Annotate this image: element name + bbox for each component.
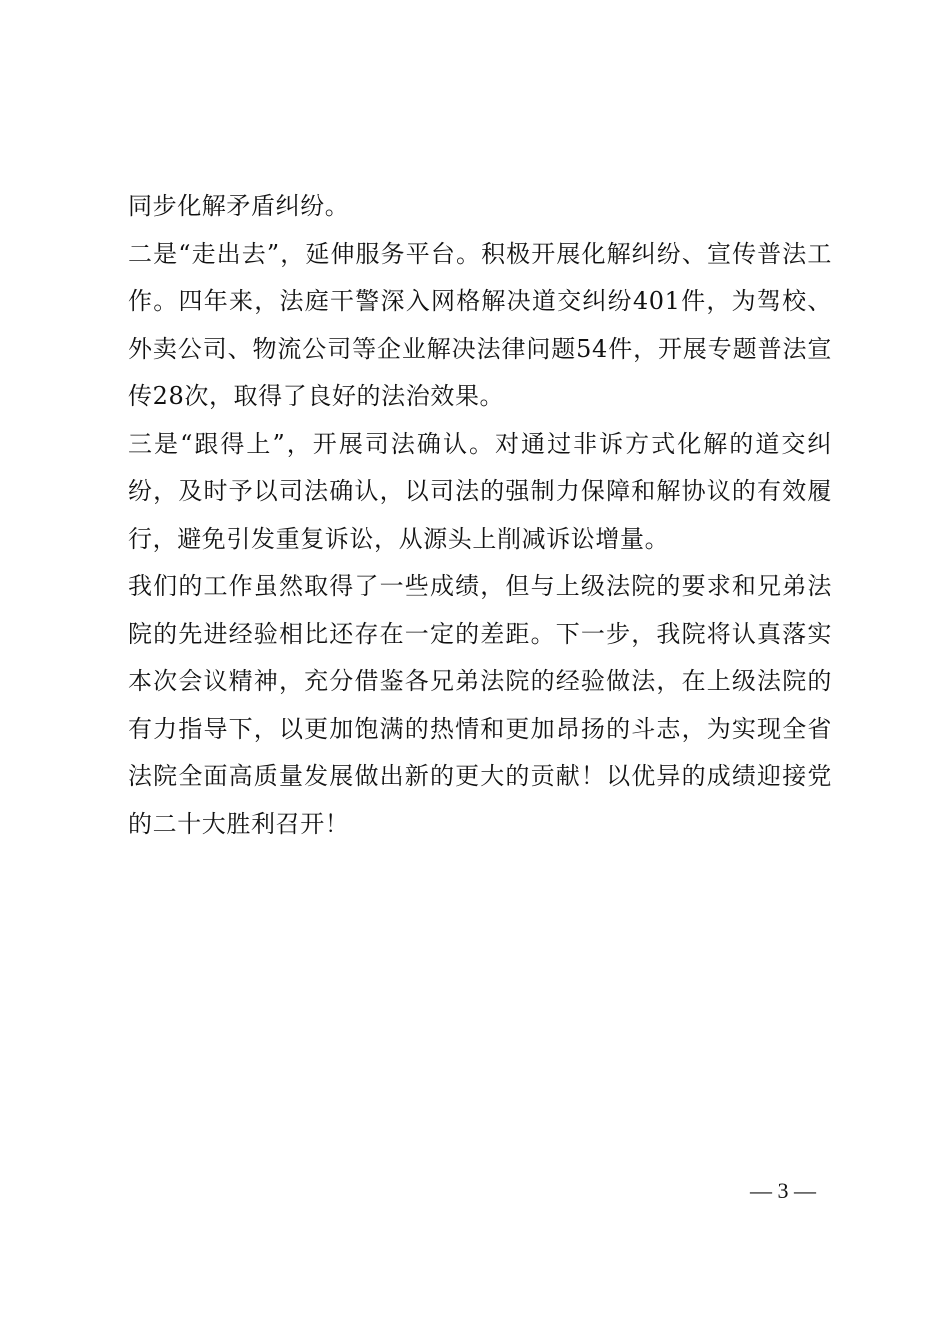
paragraph-continuation: 同步化解矛盾纠纷。 (128, 192, 350, 220)
document-body (128, 183, 832, 848)
paragraph-conclusion: 我们的工作虽然取得了一些成绩，但与上级法院的要求和兄弟法院的先进经验相比还存在一定的差距。下一步，我院将认真落实本次会议精神，充分借鉴各兄弟法院的经验做法，在上级法院的有力指导下，以更加饱满的热情和更加昂扬的斗志，为实现全省法院全面高质量发展做出新的更大的贡献！以优异的成绩迎接党的二十大胜利召开！ (128, 572, 832, 838)
paragraph-point-three: 三是“跟得上”，开展司法确认。对通过非诉方式化解的道交纠纷，及时予以司法确认，以司法的强制力保障和解协议的有效履行，避免引发重复诉讼，从源头上削减诉讼增量。 (128, 429, 832, 553)
page-number: — 3 — (750, 1178, 816, 1203)
paragraph-point-two: 二是“走出去”，延伸服务平台。积极开展化解纠纷、宣传普法工作。四年来，法庭干警深入网格解决道交纠纷401件，为驾校、外卖公司、物流公司等企业解决法律问题54件，开展专题普法宣传28次，取得了良好的法治效果。 (128, 239, 832, 410)
